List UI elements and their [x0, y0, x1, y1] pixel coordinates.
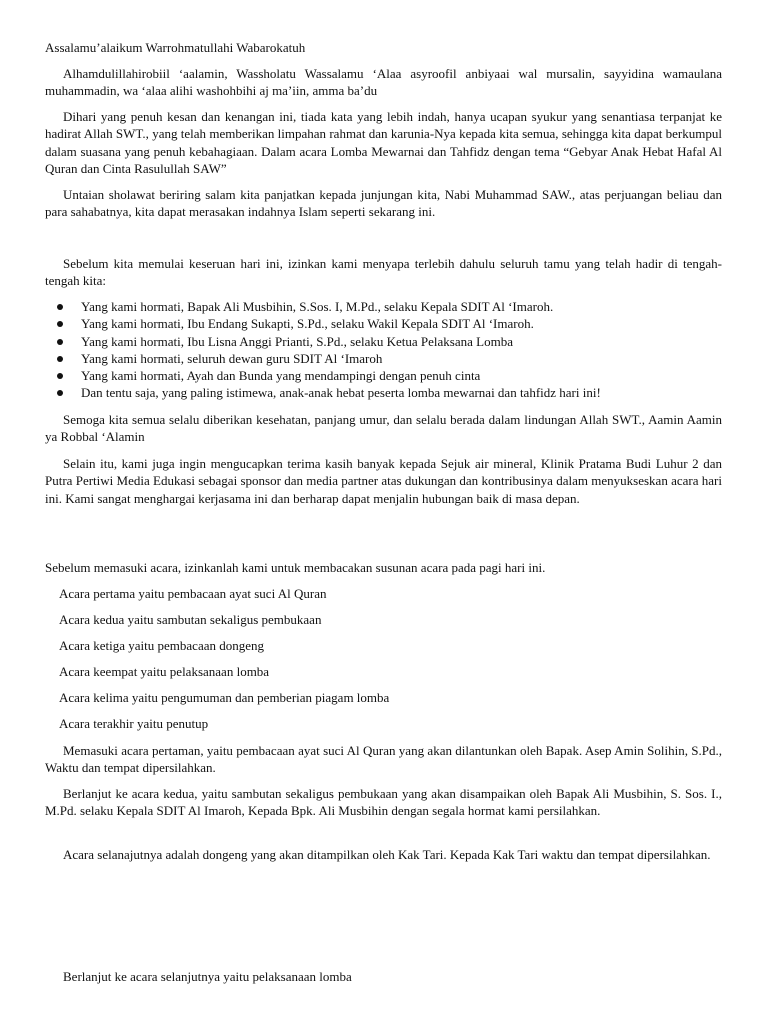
- second-event-paragraph: Berlanjut ke acara kedua, yaitu sambutan sekaligus pembukaan yang akan disampaikan oleh Bapak Ali Musbihin, S. Sos. I., M.Pd. selaku Kepala SDIT Al Imaroh, Kepada Bpk. Ali Musbihin dengan segala hormat kami persilahkan.: [45, 786, 722, 819]
- bullet-icon: [57, 373, 63, 379]
- fourth-event-paragraph: Berlanjut ke acara selanjutnya yaitu pelaksanaan lomba: [63, 969, 352, 984]
- greeting-line: Assalamu’alaikum Warrohmatullahi Wabarokatuh: [45, 40, 306, 55]
- opening-paragraph: Alhamdulillahirobiil ‘aalamin, Wassholatu Wassalamu ‘Alaa asyroofil anbiyaai wal mursalin, sayyidina wamaulana muhammadin, wa ‘alaa alihi washohbihi aj ma’iin, amma ba’du: [45, 66, 722, 99]
- agenda-item: Acara kedua yaitu sambutan sekaligus pembukaan: [59, 612, 322, 627]
- guest-text: Yang kami hormati, Bapak Ali Musbihin, S.Sos. I, M.Pd., selaku Kepala SDIT Al ‘Imaroh.: [81, 299, 554, 314]
- agenda-item: Acara kelima yaitu pengumuman dan pemberian piagam lomba: [59, 690, 390, 705]
- guest-text: Yang kami hormati, Ibu Endang Sukapti, S.Pd., selaku Wakil Kepala SDIT Al ‘Imaroh.: [81, 316, 534, 332]
- guest-list-item: [45, 333, 722, 350]
- third-event-paragraph: Acara selanajutnya adalah dongeng yang akan ditampilkan oleh Kak Tari. Kepada Kak Tari waktu dan tempat dipersilahkan.: [63, 847, 711, 862]
- agenda-intro: Sebelum memasuki acara, izinkanlah kami untuk membacakan susunan acara pada pagi hari ini.: [45, 560, 546, 575]
- guest-list-item: [45, 350, 722, 367]
- sholawat-paragraph: Untaian sholawat beriring salam kita panjatkan kepada junjungan kita, Nabi Muhammad SAW., atas perjuangan beliau dan para sahabatnya, kita dapat merasakan indahnya Islam seperti sekarang ini.: [45, 187, 722, 220]
- bullet-icon: [57, 356, 63, 362]
- first-event-paragraph: Memasuki acara pertaman, yaitu pembacaan ayat suci Al Quran yang akan dilantunkan oleh Bapak. Asep Amin Solihin, S.Pd., Waktu dan tempat dipersilahkan.: [45, 743, 722, 776]
- bullet-icon: [57, 339, 63, 345]
- document-page: [45, 0, 722, 1024]
- guest-text: Yang kami hormati, Ibu Lisna Anggi Prianti, S.Pd., selaku Ketua Pelaksana Lomba: [81, 333, 513, 349]
- guest-list-item: [45, 384, 722, 401]
- agenda-item: Acara keempat yaitu pelaksanaan lomba: [59, 664, 270, 679]
- bullet-icon: [57, 304, 63, 310]
- greeting-intro-paragraph: Sebelum kita memulai keseruan hari ini, izinkan kami menyapa terlebih dahulu seluruh tamu yang telah hadir di tengah-tengah kita:: [45, 256, 722, 289]
- agenda-item: Acara terakhir yaitu penutup: [59, 716, 209, 731]
- guest-text: Yang kami hormati, seluruh dewan guru SDIT Al ‘Imaroh: [81, 350, 383, 366]
- agenda-item: Acara pertama yaitu pembacaan ayat suci Al Quran: [59, 586, 327, 601]
- prayer-paragraph: Semoga kita semua selalu diberikan kesehatan, panjang umur, dan selalu berada dalam lindungan Allah SWT., Aamin Aamin ya Robbal ‘Alamin: [45, 412, 722, 445]
- guest-list-item: [45, 315, 722, 332]
- bullet-icon: [57, 390, 63, 396]
- guest-text: Yang kami hormati, Ayah dan Bunda yang mendampingi dengan penuh cinta: [81, 368, 481, 384]
- guest-list: [45, 298, 722, 402]
- bullet-icon: [57, 321, 63, 327]
- guest-list-item: [45, 298, 722, 315]
- thanks-paragraph: Selain itu, kami juga ingin mengucapkan terima kasih banyak kepada Sejuk air mineral, Klinik Pratama Budi Luhur 2 dan Putra Pertiwi Media Edukasi sebagai sponsor dan media partner atas dukungan dan kontribusinya dalam menyukseskan acara hari ini. Kami sangat menghargai kerjasama ini dan berharap dapat menjalin hubungan baik di masa depan.: [45, 456, 722, 506]
- agenda-item: Acara ketiga yaitu pembacaan dongeng: [59, 638, 265, 653]
- gratitude-paragraph: Dihari yang penuh kesan dan kenangan ini, tiada kata yang lebih indah, hanya ucapan syukur yang senantiasa terpanjat ke hadirat Allah SWT., yang telah memberikan limpahan rahmat dan karunia-Nya kepada kita semua, sehingga kita dapat berkumpul dalam suasana yang penuh kebahagiaan. Dalam acara Lomba Mewarnai dan Tahfidz dengan tema “Gebyar Anak Hebat Hafal Al Quran dan Cinta Rasulullah SAW”: [45, 109, 722, 176]
- guest-list-item: [45, 367, 722, 384]
- guest-text: Dan tentu saja, yang paling istimewa, anak-anak hebat peserta lomba mewarnai dan tahfidz hari ini!: [81, 385, 601, 401]
